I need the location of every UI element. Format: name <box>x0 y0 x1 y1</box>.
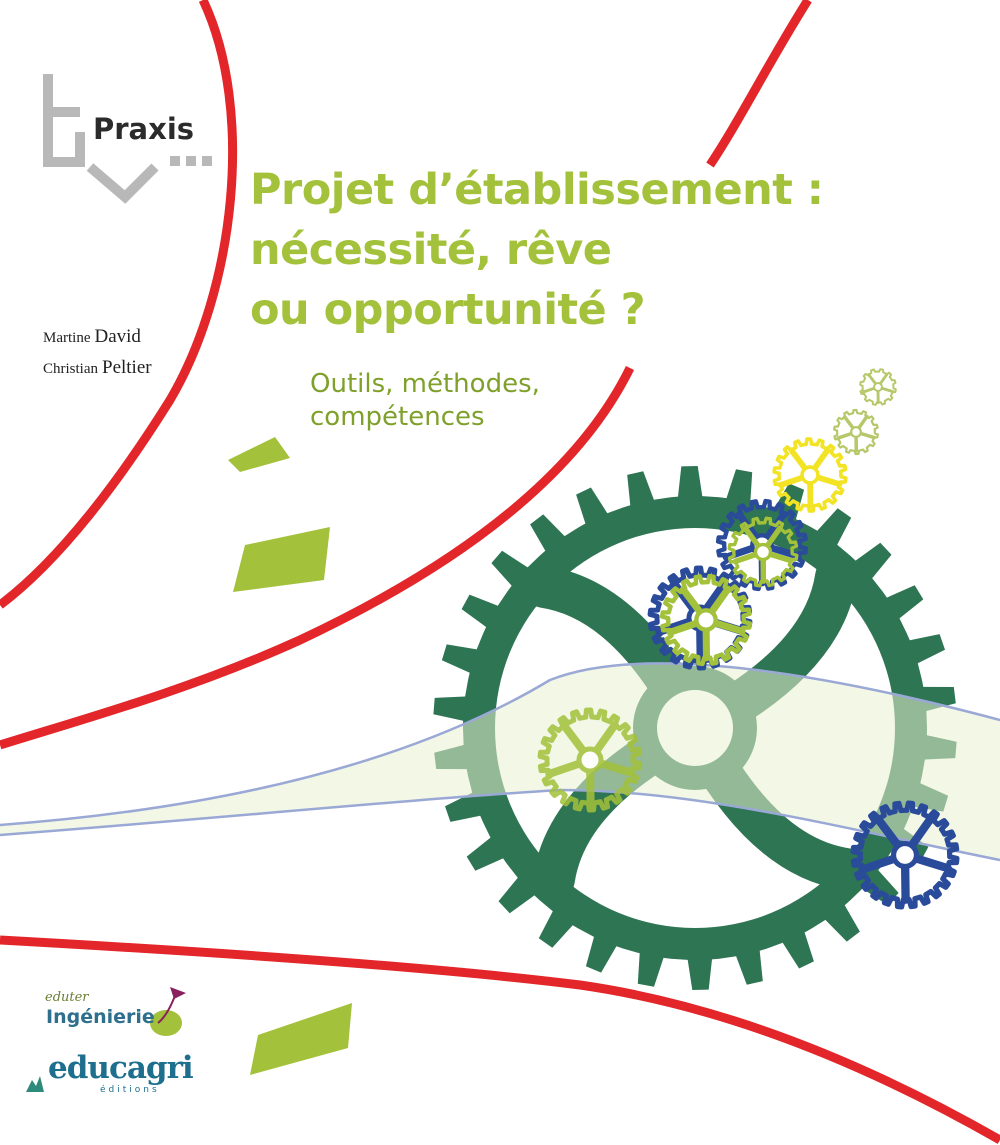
author-name <box>43 322 152 353</box>
gear-tiny-second <box>834 410 878 454</box>
publisher-name: educagri <box>48 1050 193 1086</box>
publisher-subtitle: éditions <box>100 1085 160 1095</box>
lime-shape-bottom <box>250 1003 352 1075</box>
lime-shape-top <box>228 437 290 472</box>
partner-name: Ingénierie <box>46 1006 155 1028</box>
lime-shape-middle <box>233 527 330 592</box>
author-name <box>43 353 152 384</box>
author-first-name: Martine <box>43 330 91 346</box>
red-curve-top <box>710 0 808 165</box>
gears-illustration <box>0 369 1000 990</box>
series-name: Praxis <box>93 112 195 146</box>
book-title <box>250 160 823 340</box>
book-subtitle <box>310 368 540 434</box>
title-line: Projet d’établissement : <box>250 165 824 215</box>
title-line: nécessité, rêve <box>250 225 612 275</box>
red-curve-bottom <box>0 940 1000 1140</box>
authors <box>43 322 152 384</box>
gear-tiny-top <box>860 369 896 405</box>
author-last-name: Peltier <box>102 357 152 378</box>
author-last-name: David <box>94 326 141 347</box>
subtitle-line: Outils, méthodes, <box>310 369 540 399</box>
subtitle-line: compétences <box>310 402 485 432</box>
title-line: ou opportunité ? <box>250 285 646 335</box>
partner-script: eduter <box>45 990 89 1005</box>
author-first-name: Christian <box>43 361 98 377</box>
